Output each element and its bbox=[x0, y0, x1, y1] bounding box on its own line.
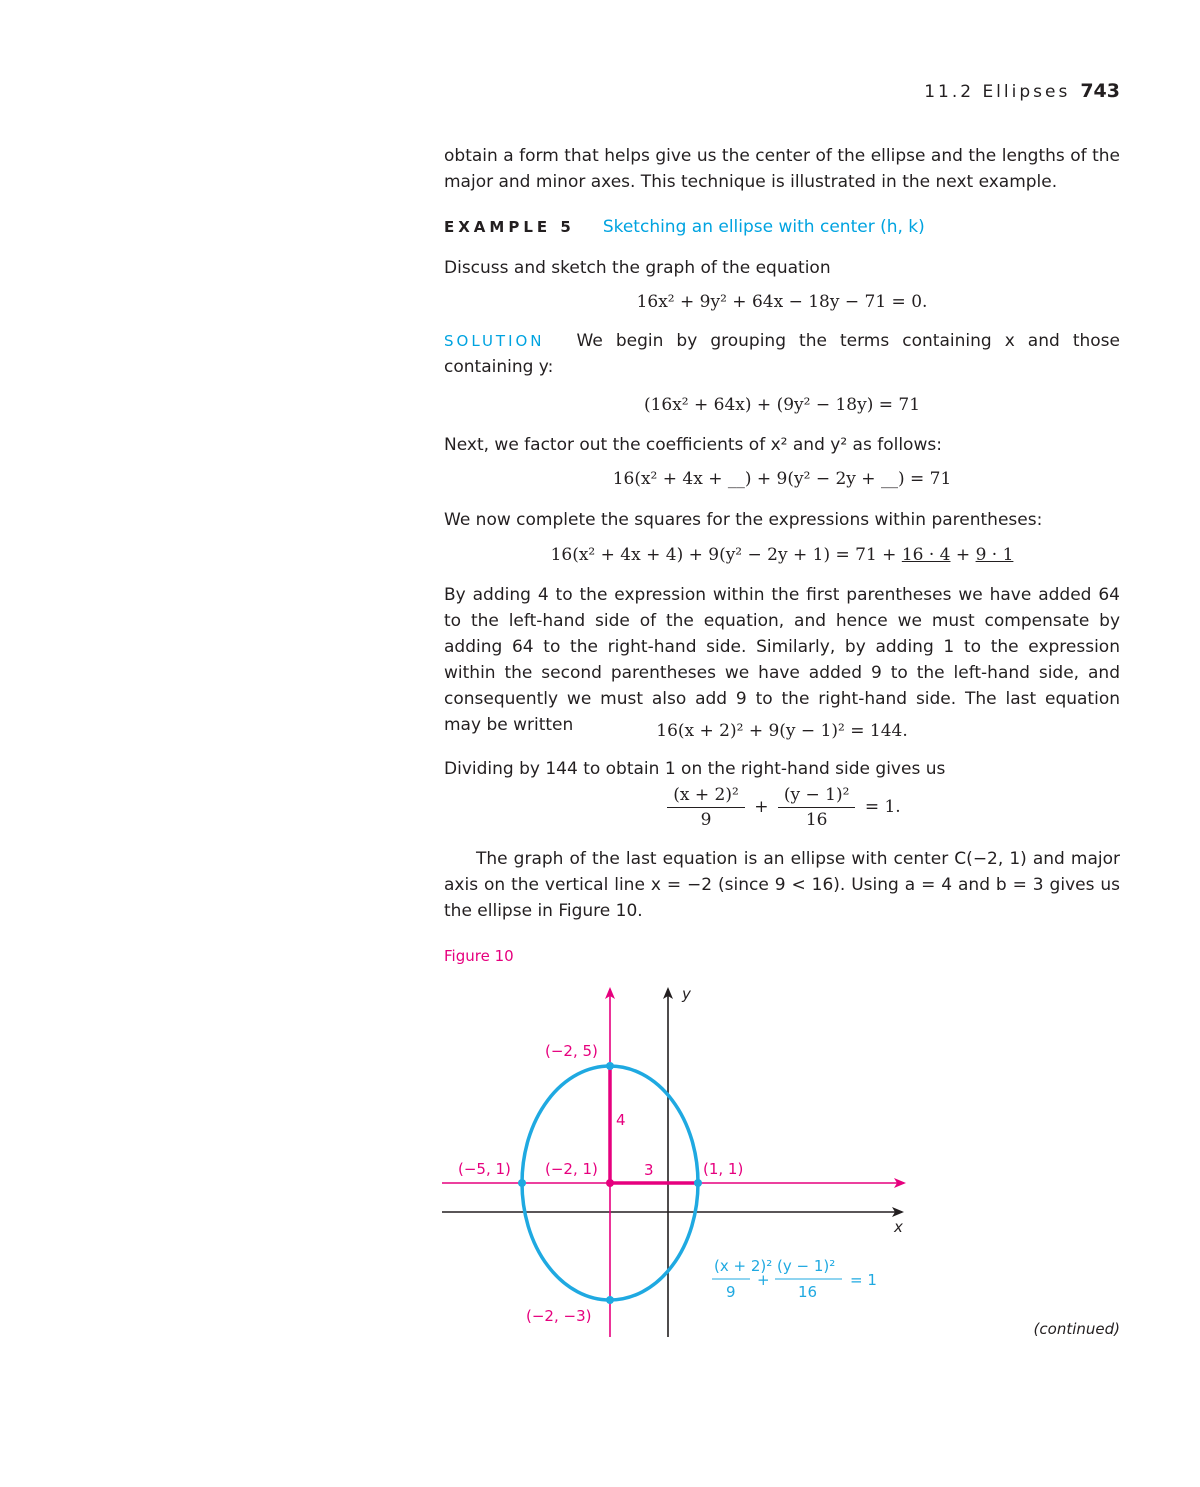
equation-standard: 16(x + 2)² + 9(y − 1)² = 144. bbox=[656, 721, 908, 741]
equation-fraction-form bbox=[444, 785, 1120, 830]
equation-completed bbox=[444, 545, 1120, 565]
example-prompt-block bbox=[444, 255, 1120, 281]
example-label: EXAMPLE 5 bbox=[444, 218, 575, 236]
example-heading bbox=[444, 217, 1120, 237]
svg-text:= 1: = 1 bbox=[850, 1271, 877, 1289]
svg-text:(y − 1)²: (y − 1)² bbox=[777, 1257, 836, 1275]
equation-factored: 16(x² + 4x + __) + 9(y² − 2y + __) = 71 bbox=[612, 469, 952, 489]
fraction-x: $\frac{\text{(x + 2)²}}{9}$ bbox=[667, 785, 745, 830]
paragraph-conclusion-text: The graph of the last equation is an ellipse with center C(−2, 1) and major axis on the vertical line x = −2 (since 9 < 16). Using a = 4 and b = 3 gives us the ellipse in Figure 10. bbox=[444, 849, 1120, 921]
running-header bbox=[924, 80, 1120, 102]
label-left: (−5, 1) bbox=[458, 1160, 511, 1178]
paragraph-factor bbox=[444, 432, 1120, 458]
label-semi-major: 4 bbox=[616, 1111, 626, 1129]
solution-block bbox=[444, 328, 1120, 380]
example-equation: 16x² + 9y² + 64x − 18y − 71 = 0. bbox=[636, 292, 928, 312]
solution-label: SOLUTION bbox=[444, 332, 545, 350]
svg-text:9: 9 bbox=[726, 1283, 736, 1301]
point-top bbox=[606, 1062, 614, 1070]
figure-equation bbox=[712, 1257, 877, 1301]
paragraph-divide bbox=[444, 756, 1120, 782]
ellipse-figure bbox=[430, 975, 930, 1350]
fraction-equals: = 1. bbox=[864, 797, 901, 817]
paragraph-complete bbox=[444, 507, 1120, 533]
example-title: Sketching an ellipse with center (h, k) bbox=[602, 217, 925, 237]
paragraph-conclusion bbox=[444, 846, 1120, 924]
equation-completed-term-a: 16 · 4 bbox=[901, 545, 951, 565]
point-center bbox=[606, 1179, 614, 1187]
label-center: (−2, 1) bbox=[545, 1160, 598, 1178]
equation-grouped: (16x² + 64x) + (9y² − 18y) = 71 bbox=[643, 395, 921, 415]
intro-block bbox=[444, 143, 1120, 195]
y-axis-label: y bbox=[682, 985, 691, 1003]
paragraph-complete-text: We now complete the squares for the expressions within parentheses: bbox=[444, 510, 1043, 530]
section-title: 11.2 Ellipses bbox=[924, 82, 1071, 102]
x-axis-label: x bbox=[894, 1218, 903, 1236]
point-bottom bbox=[606, 1296, 614, 1304]
label-semi-minor: 3 bbox=[644, 1161, 654, 1179]
page-number: 743 bbox=[1080, 80, 1120, 102]
equation-completed-left: 16(x² + 4x + 4) + 9(y² − 2y + 1) = 71 + bbox=[550, 545, 897, 565]
label-top: (−2, 5) bbox=[545, 1042, 598, 1060]
paragraph-divide-text: Dividing by 144 to obtain 1 on the right-hand side gives us bbox=[444, 759, 946, 779]
example-prompt: Discuss and sketch the graph of the equation bbox=[444, 258, 831, 278]
paragraph-explanation-text: By adding 4 to the expression within the first parentheses we have added 64 to the left-hand side of the equation, and hence we must compensate by adding 64 to the right-hand side. Similarly, by adding 1 to the expression within the second parentheses we have added 9 to the left-hand side, and consequently we must also add 9 to the right-hand side. The last equation may be written bbox=[444, 585, 1120, 735]
equation-completed-plus: + bbox=[955, 545, 971, 565]
label-bottom: (−2, −3) bbox=[526, 1307, 592, 1325]
solution-text: We begin by grouping the terms containing x and those containing y: bbox=[444, 331, 1120, 377]
point-left bbox=[518, 1179, 526, 1187]
label-right: (1, 1) bbox=[703, 1160, 744, 1178]
continued-note: (continued) bbox=[1033, 1320, 1120, 1338]
svg-text:16: 16 bbox=[798, 1283, 818, 1301]
svg-text:+: + bbox=[757, 1271, 770, 1289]
svg-text:(x + 2)²: (x + 2)² bbox=[714, 1257, 773, 1275]
figure-label: Figure 10 bbox=[444, 947, 514, 965]
paragraph-explanation bbox=[444, 582, 1120, 738]
fraction-plus: + bbox=[754, 797, 769, 817]
point-right bbox=[694, 1179, 702, 1187]
equation-completed-term-b: 9 · 1 bbox=[975, 545, 1014, 565]
intro-paragraph: obtain a form that helps give us the center of the ellipse and the lengths of the major and minor axes. This technique is illustrated in the next example. bbox=[444, 146, 1120, 192]
paragraph-factor-text: Next, we factor out the coefficients of x² and y² as follows: bbox=[444, 435, 942, 455]
fraction-y: $\frac{\text{(y − 1)²}}{16}$ bbox=[778, 785, 856, 830]
